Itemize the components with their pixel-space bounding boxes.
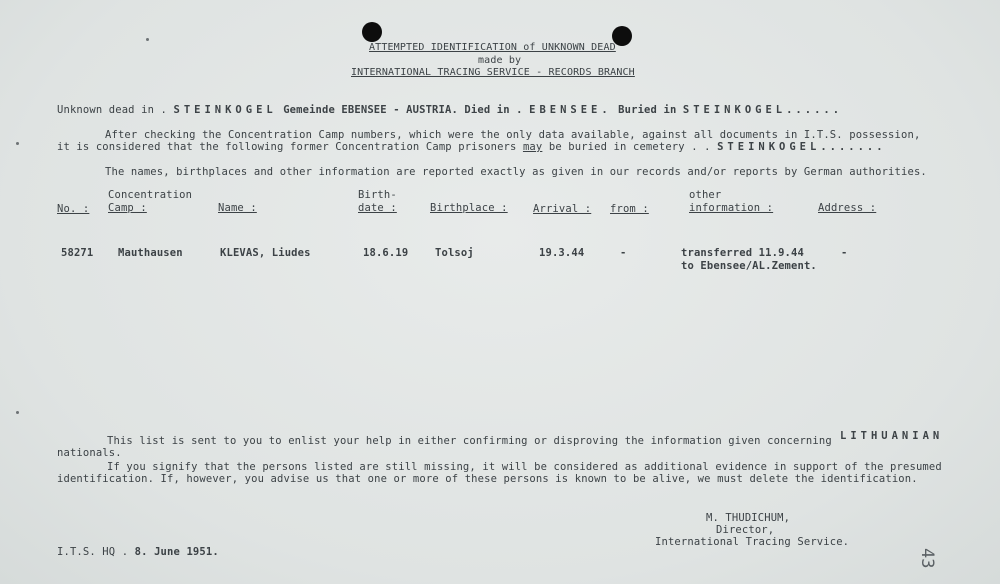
intro-line-2: it is considered that the following former Concentration Camp prisoners may be buried in cemetery . . STEINKOGEL....... xyxy=(57,141,886,153)
speck xyxy=(146,38,149,41)
col-header-birthdate-line2: date : xyxy=(358,202,397,214)
col-header-address: Address : xyxy=(818,202,877,214)
row-from: - xyxy=(620,247,627,259)
col-header-name: Name : xyxy=(218,202,257,214)
unknown-dead-line: Unknown dead in . STEINKOGEL Gemeinde EBENSEE - AUSTRIA. Died in . EBENSEE. Buried in STEINKOGEL...... xyxy=(57,104,843,116)
row-camp: Mauthausen xyxy=(118,247,183,259)
col-header-birthdate-line1: Birth- xyxy=(358,189,397,201)
col-header-camp-line1: Concentration xyxy=(108,189,193,201)
header-made-by: made by xyxy=(478,55,522,66)
signatory-title: Director, xyxy=(716,524,775,536)
page-number: 43 xyxy=(917,548,937,569)
closing-line-3: If you signify that the persons listed are still missing, it will be considered as additional evidence in support of the presumed xyxy=(107,461,942,473)
row-birthplace: Tolsoj xyxy=(435,247,474,259)
footer-its-hq: I.T.S. HQ . 8. June 1951. xyxy=(57,546,219,558)
row-other-line1: transferred 11.9.44 xyxy=(681,247,804,259)
row-address: - xyxy=(841,247,848,259)
col-header-other-line2: information : xyxy=(689,202,774,214)
closing-line-1: This list is sent to you to enlist your help in either confirming or disproving the information given concerning xyxy=(107,435,832,447)
header-title: ATTEMPTED IDENTIFICATION of UNKNOWN DEAD xyxy=(369,42,616,53)
closing-line-4: identification. If, however, you advise us that one or more of these persons is known to be alive, we must delete the identification. xyxy=(57,473,918,485)
col-header-birthplace: Birthplace : xyxy=(430,202,508,214)
punch-hole-left xyxy=(362,22,382,42)
closing-line-2: nationals. xyxy=(57,447,122,459)
col-header-arrival: Arrival : xyxy=(533,203,592,215)
signatory-organization: International Tracing Service. xyxy=(655,536,850,548)
col-header-camp-line2: Camp : xyxy=(108,202,147,214)
intro-line-1: After checking the Concentration Camp numbers, which were the only data available, against all documents in I.T.S. possession, xyxy=(105,129,921,141)
signatory-name: M. THUDICHUM, xyxy=(706,512,791,524)
row-no: 58271 xyxy=(61,247,94,259)
header-organization: INTERNATIONAL TRACING SERVICE - RECORDS BRANCH xyxy=(351,67,635,78)
row-arrival: 19.3.44 xyxy=(539,247,585,259)
col-header-other-line1: other xyxy=(689,189,722,201)
nationality: LITHUANIAN xyxy=(840,430,944,442)
row-other-line2: to Ebensee/AL.Zement. xyxy=(681,260,817,272)
row-birthdate: 18.6.19 xyxy=(363,247,409,259)
speck xyxy=(16,411,19,414)
row-name: KLEVAS, Liudes xyxy=(220,247,311,259)
col-header-no: No. : xyxy=(57,203,90,215)
names-note: The names, birthplaces and other information are reported exactly as given in our records and/or reports by German authorities. xyxy=(105,166,927,178)
col-header-from: from : xyxy=(610,203,649,215)
speck xyxy=(16,142,19,145)
